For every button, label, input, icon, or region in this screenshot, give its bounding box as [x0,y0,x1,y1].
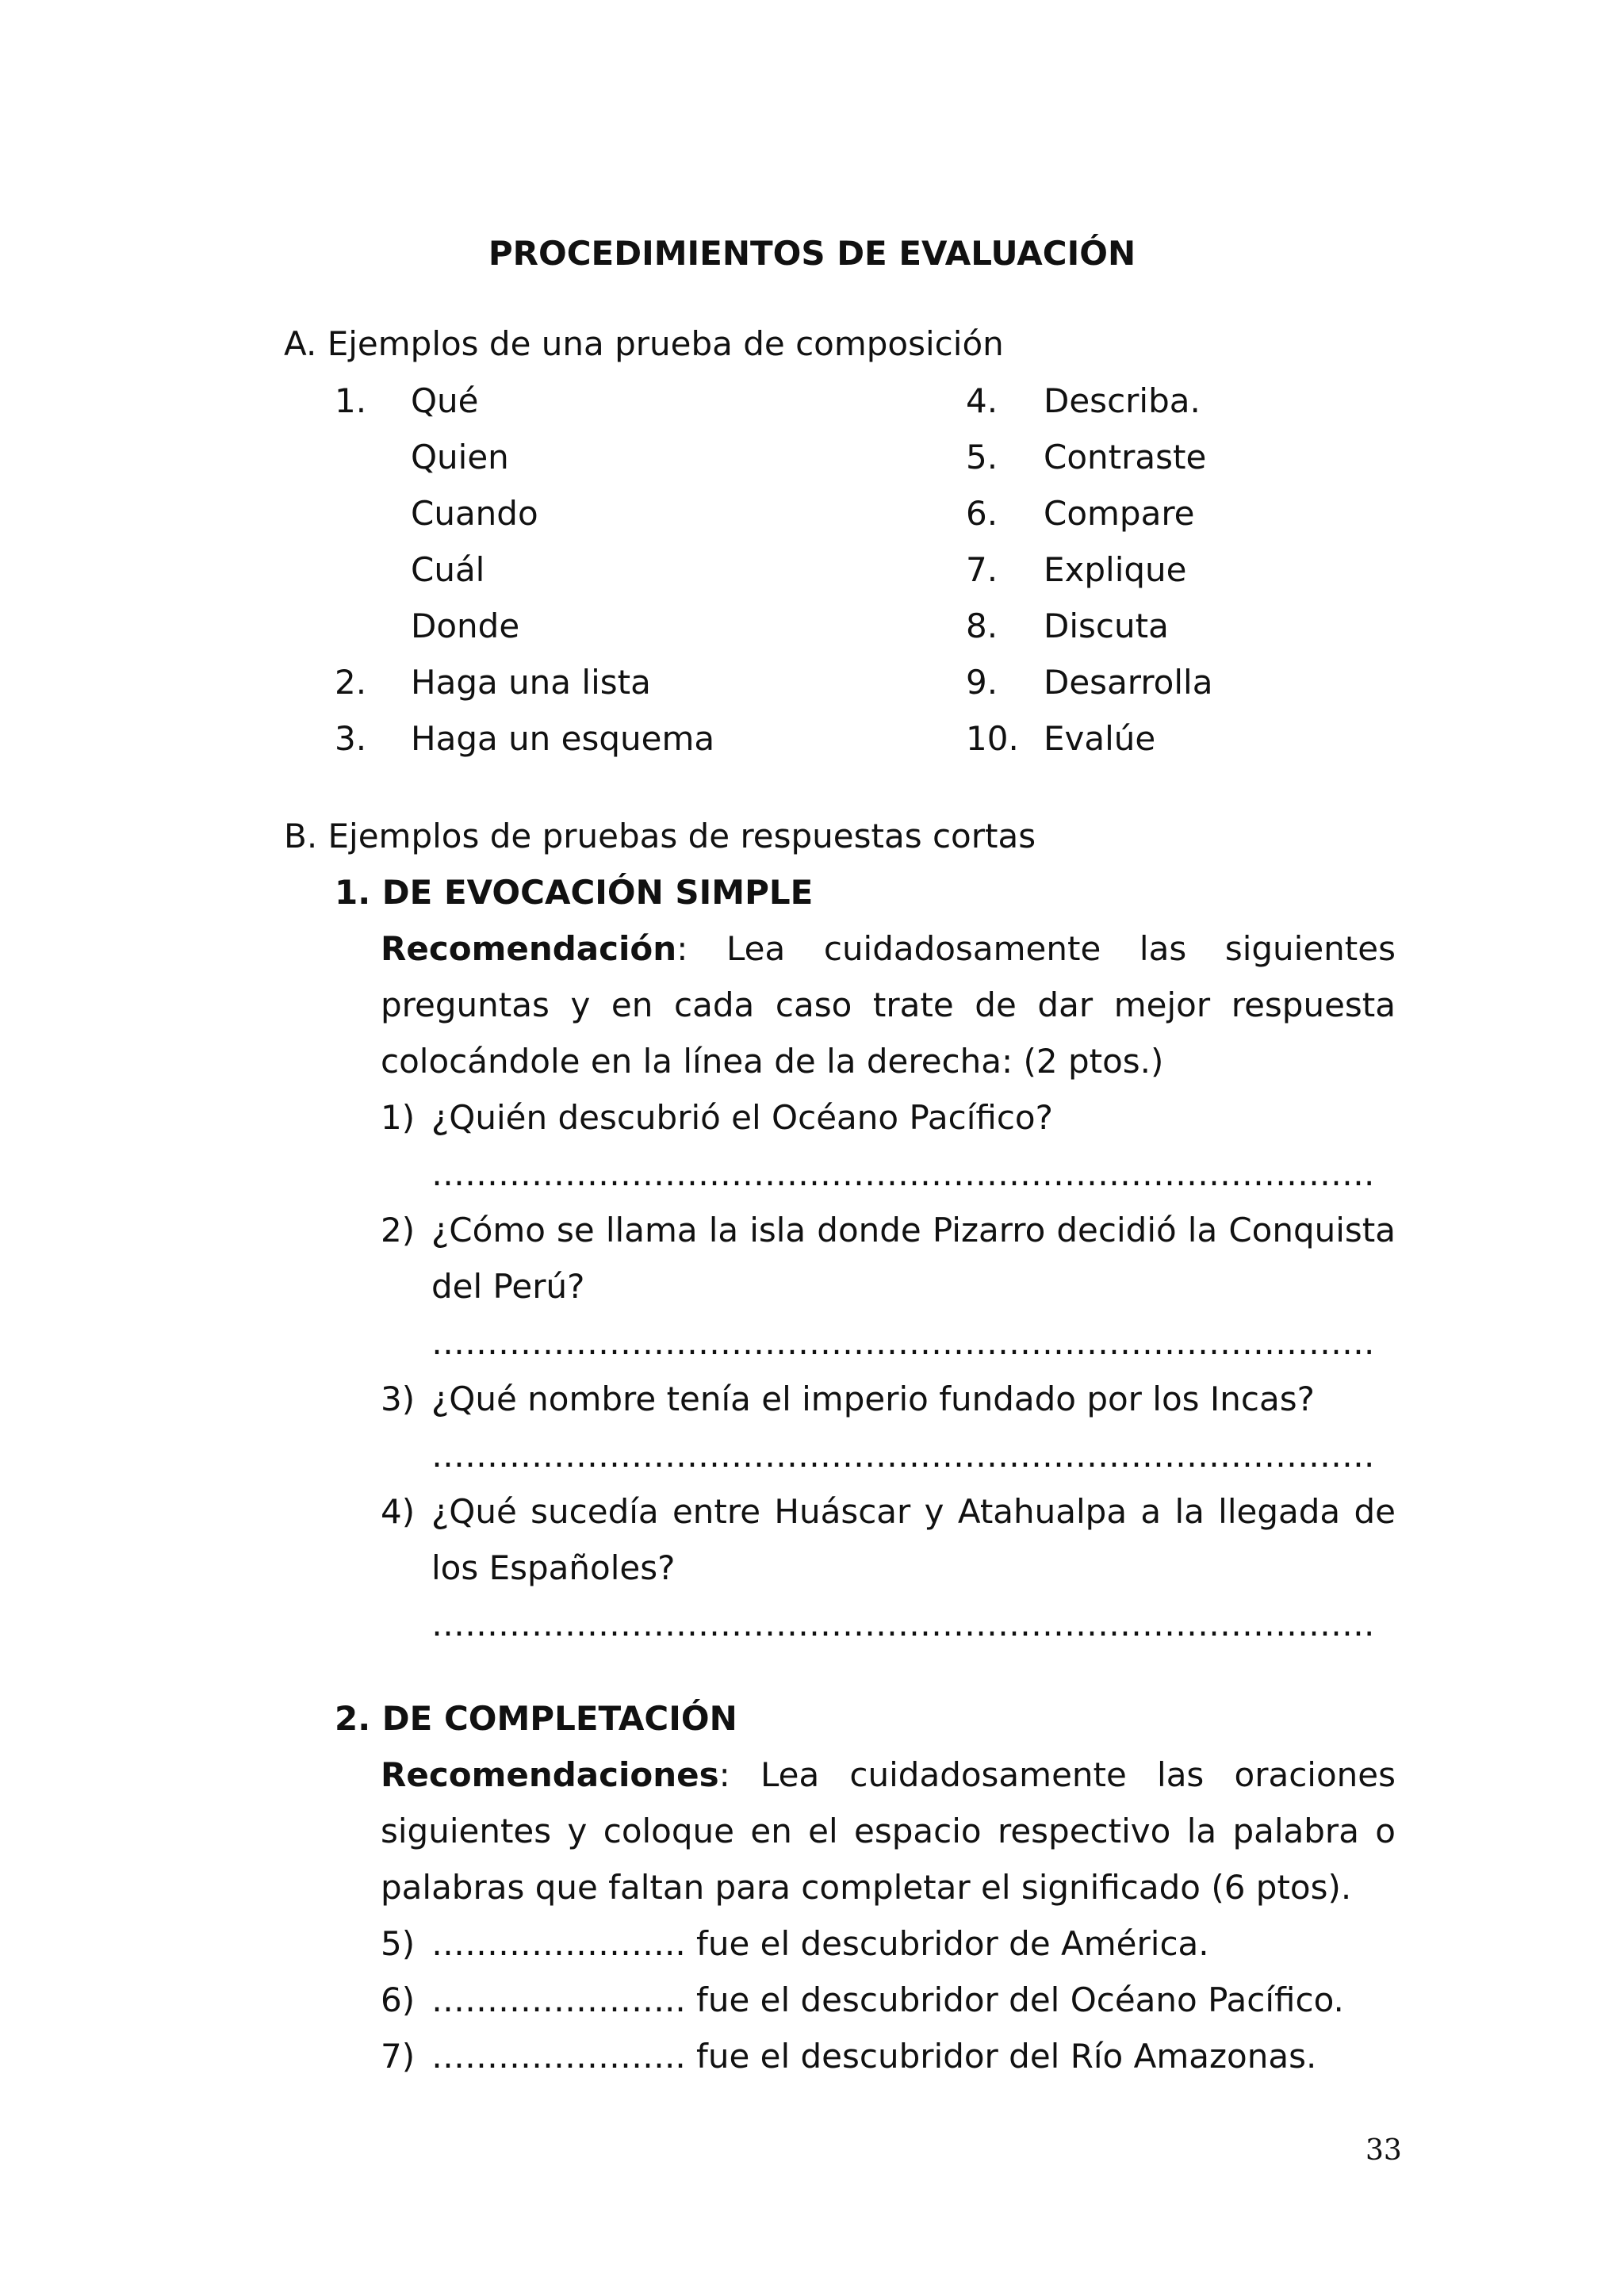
list-item: Quien [411,438,509,476]
list-item-number: 1. [335,381,367,420]
list-item: Haga una lista [411,663,651,702]
list-item-number: 2. [335,663,367,702]
question-number: 1) [381,1098,416,1137]
question-text: ¿Quién descubrió el Océano Pacífico? [431,1098,1053,1137]
part2-recommendation-line2: siguientes y coloque en el espacio respectivo la palabra o [381,1812,1396,1850]
part2-recommendation-line1 [381,1747,1396,1803]
question-number: 4) [381,1492,416,1531]
list-item-number: 3. [335,719,367,758]
part2-recommendation-label: Recomendaciones [381,1755,719,1794]
question-number: 3) [381,1380,416,1418]
completion-number: 7) [381,2037,416,2076]
answer-line: …………………………………………………………………………. [431,1605,1375,1644]
part1-recommendation-label: Recomendación [381,929,677,968]
question-text: ¿Qué sucedía entre Huáscar y Atahualpa a la llegada de [431,1492,1396,1531]
part1-title: 1. DE EVOCACIÓN SIMPLE [335,873,814,912]
part2-recommendation-line3: palabras que faltan para completar el significado (6 ptos). [381,1868,1352,1907]
list-item-number: 6. [966,494,998,533]
list-item: Donde [411,607,520,645]
list-item: Compare [1044,494,1195,533]
list-item: Qué [411,381,479,420]
list-item: Cuando [411,494,538,533]
part1-recommendation-line1 [381,920,1396,977]
answer-line: …………………………………………………………………………. [431,1436,1375,1475]
completion-number: 6) [381,1980,416,2019]
list-item: Discuta [1044,607,1169,645]
list-item: Cuál [411,550,485,589]
question-text-continued: los Españoles? [431,1548,676,1587]
completion-number: 5) [381,1924,416,1963]
completion-item: ………………….. fue el descubridor del Océano Pacífico. [431,1980,1344,2019]
part1-recommendation-line2: preguntas y en cada caso trate de dar mejor respuesta [381,985,1396,1024]
list-item-number: 10. [966,719,1019,758]
completion-item: ………………….. fue el descubridor del Río Amazonas. [431,2037,1317,2076]
list-item: Desarrolla [1044,663,1213,702]
question-number: 2) [381,1211,416,1249]
part1-recommendation-line3: colocándole en la línea de la derecha: (2 ptos.) [381,1042,1164,1081]
part2-title: 2. DE COMPLETACIÓN [335,1699,737,1738]
completion-item: ………………….. fue el descubridor de América. [431,1924,1209,1963]
list-item-number: 5. [966,438,998,476]
list-item: Describa. [1044,381,1201,420]
section-b-heading: B. Ejemplos de pruebas de respuestas cortas [284,817,1036,855]
part2-recommendation-text: : Lea cuidadosamente las oraciones [718,1755,1396,1794]
page-number: 33 [1365,2134,1402,2167]
question-text-continued: del Perú? [431,1267,585,1306]
list-item: Haga un esquema [411,719,715,758]
question-text: ¿Qué nombre tenía el imperio fundado por los Incas? [431,1380,1315,1418]
list-item: Explique [1044,550,1187,589]
list-item-number: 7. [966,550,998,589]
answer-line: …………………………………………………………………………. [431,1154,1375,1193]
list-item-number: 8. [966,607,998,645]
page-title: PROCEDIMIENTOS DE EVALUACIÓN [488,234,1136,273]
list-item: Evalúe [1044,719,1156,758]
answer-line: …………………………………………………………………………. [431,1323,1375,1362]
list-item-number: 9. [966,663,998,702]
list-item-number: 4. [966,381,998,420]
part1-recommendation-text: : Lea cuidadosamente las siguientes [676,929,1396,968]
section-a-heading: A. Ejemplos de una prueba de composición [284,324,1004,363]
question-text: ¿Cómo se llama la isla donde Pizarro decidió la Conquista [431,1211,1396,1249]
list-item: Contraste [1044,438,1207,476]
